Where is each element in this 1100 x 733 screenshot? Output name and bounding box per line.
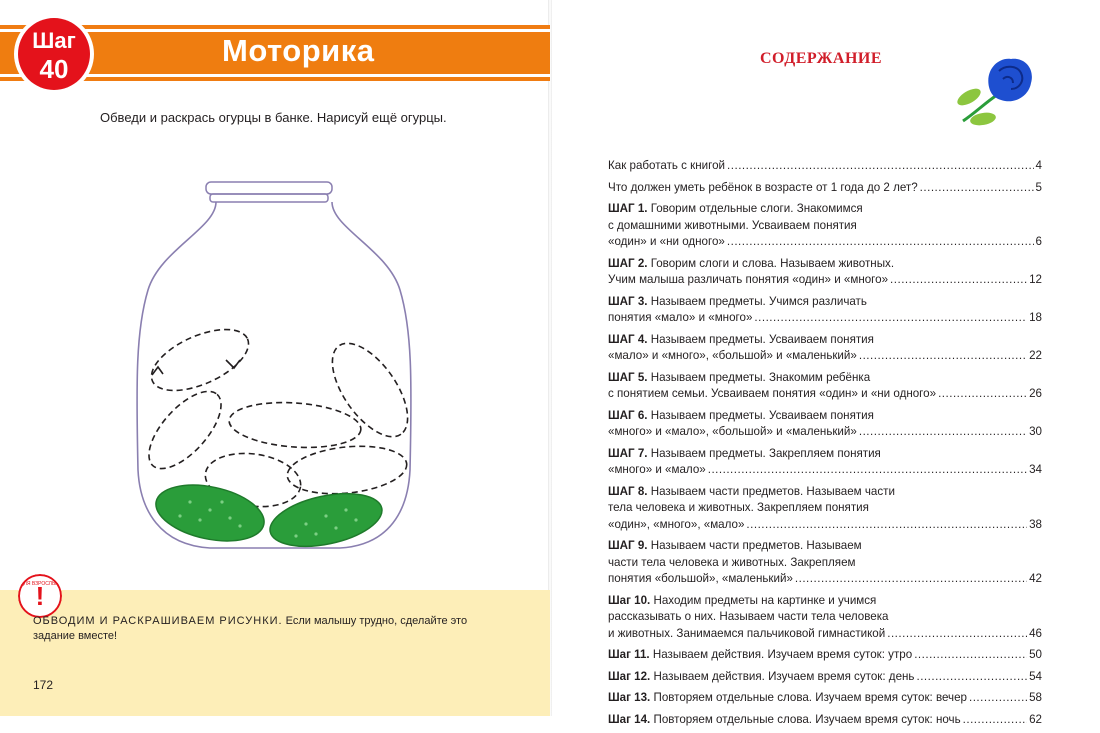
adult-note-caps: ОБВОДИМ И РАСКРАШИВАЕМ РИСУНКИ.	[33, 615, 283, 627]
dashed-cucumber	[143, 317, 258, 403]
toc-entry-text: Шаг 13. Повторяем отдельные слова. Изучаем время суток: вечер	[608, 691, 967, 704]
step-badge	[14, 14, 94, 94]
toc-page-number: 6	[1035, 235, 1042, 248]
green-cucumber	[265, 485, 386, 550]
toc-step-label: ШАГ 8.	[608, 484, 648, 498]
toc-entry-text: «один» и «ни одного»	[608, 235, 725, 248]
for-adults-badge	[18, 574, 62, 618]
toc-entry-text: «мало» и «много», «большой» и «маленький»	[608, 349, 857, 362]
blue-flower-icon	[955, 55, 1035, 127]
toc-leader-dots	[708, 462, 1027, 479]
toc-entry-text: Шаг 12. Называем действия. Изучаем время суток: день	[608, 669, 915, 683]
toc-entry[interactable]	[608, 408, 1042, 441]
page-title: Моторика	[222, 33, 375, 68]
toc-entry[interactable]	[608, 538, 1042, 588]
toc-page-number: 62	[1029, 712, 1042, 726]
dashed-cucumber	[318, 331, 420, 449]
toc-entry[interactable]	[608, 158, 1042, 175]
toc-entry-text: Шаг 10. Находим предметы на картинке и учимся	[608, 593, 877, 607]
toc-entry-text: Что должен уметь ребёнок в возрасте от 1 года до 2 лет?	[608, 180, 918, 194]
toc-entry[interactable]	[608, 593, 1042, 643]
toc-entry-text: ШАГ 6. Называем предметы. Усваиваем понятия	[608, 408, 874, 422]
toc-step-label: Шаг 14.	[608, 712, 651, 726]
toc-page-number: 4	[1035, 159, 1042, 172]
toc-leader-dots	[727, 234, 1034, 251]
toc-entry-text: ШАГ 7. Называем предметы. Закрепляем понятия	[608, 446, 881, 460]
toc-entry[interactable]	[608, 712, 1042, 729]
toc-entry[interactable]	[608, 294, 1042, 327]
toc-entry[interactable]	[608, 180, 1042, 197]
toc-page-number: 50	[1029, 648, 1042, 661]
toc-step-label: ШАГ 1.	[608, 202, 648, 215]
table-of-contents	[608, 158, 1042, 733]
toc-leader-dots	[914, 647, 1027, 664]
toc-page-number: 54	[1029, 669, 1042, 683]
toc-entry-text: части тела человека и животных. Закрепляем	[608, 555, 856, 569]
toc-entry-text: ШАГ 2. Говорим слоги и слова. Называем животных.	[608, 256, 895, 270]
toc-leader-dots	[963, 712, 1027, 729]
toc-page-number: 30	[1029, 425, 1042, 438]
toc-entry-text: Шаг 11. Называем действия. Изучаем время суток: утро	[608, 648, 913, 661]
toc-step-label: ШАГ 6.	[608, 408, 648, 422]
toc-page-number: 46	[1029, 626, 1042, 640]
toc-step-label: ШАГ 2.	[608, 256, 648, 270]
toc-leader-dots	[890, 272, 1027, 289]
toc-page-number: 12	[1029, 273, 1042, 286]
adult-note-text	[33, 614, 503, 644]
toc-entry-text: понятия «большой», «маленький»	[608, 572, 793, 585]
dashed-cucumber	[137, 380, 234, 481]
toc-step-label: ШАГ 7.	[608, 446, 648, 460]
toc-leader-dots	[727, 158, 1034, 175]
adult-badge-label: ДЛЯ ВЗРОСЛЫХ	[20, 581, 60, 587]
toc-leader-dots	[887, 626, 1027, 643]
toc-step-label: ШАГ 9.	[608, 539, 648, 552]
toc-entry-text: Как работать с книгой	[608, 159, 726, 172]
step-word: Шаг	[32, 28, 76, 53]
toc-entry-text: «много» и «мало», «большой» и «маленький»	[608, 425, 857, 438]
toc-entry-text: ШАГ 4. Называем предметы. Усваиваем понятия	[608, 332, 874, 346]
toc-entry[interactable]	[608, 201, 1042, 251]
toc-entry-text: и животных. Занимаемся пальчиковой гимнастикой	[608, 626, 886, 640]
toc-entry-text: рассказывать о них. Называем части тела человека	[608, 610, 889, 623]
toc-entry-text: Учим малыша различать понятия «один» и «много»	[608, 273, 889, 286]
toc-entry-text: Шаг 14. Повторяем отдельные слова. Изучаем время суток: ночь	[608, 712, 961, 726]
toc-page-number: 22	[1029, 349, 1042, 362]
toc-step-label: Шаг 11.	[608, 648, 650, 661]
page-number: 172	[33, 678, 54, 692]
toc-entry[interactable]	[608, 484, 1042, 534]
toc-page-number: 26	[1029, 387, 1042, 400]
exclamation-icon: !	[35, 581, 45, 611]
toc-page-number: 34	[1029, 463, 1042, 476]
toc-entry-text: «много» и «мало»	[608, 463, 706, 476]
toc-page-number: 18	[1029, 311, 1042, 324]
toc-page-number: 58	[1029, 691, 1042, 704]
task-instruction: Обведи и раскрась огурцы в банке. Нарисуй ещё огурцы.	[100, 110, 447, 125]
toc-leader-dots	[859, 424, 1027, 441]
toc-entry[interactable]	[608, 690, 1042, 707]
toc-entry-text: ШАГ 5. Называем предметы. Знакомим ребёнка	[608, 370, 871, 384]
toc-entry-text: тела человека и животных. Закрепляем понятия	[608, 501, 869, 514]
dashed-cucumber	[285, 441, 409, 499]
toc-entry-text: «один», «много», «мало»	[608, 517, 745, 531]
toc-leader-dots	[969, 690, 1027, 707]
jar-lid	[206, 182, 332, 194]
toc-leader-dots	[916, 669, 1027, 686]
toc-leader-dots	[859, 348, 1027, 365]
toc-entry[interactable]	[608, 647, 1042, 664]
dashed-cucumber	[228, 398, 363, 451]
toc-step-label: Шаг 12.	[608, 669, 651, 683]
adult-note-box	[0, 590, 550, 716]
toc-entry-text: понятия «мало» и «много»	[608, 311, 753, 324]
toc-step-label: ШАГ 3.	[608, 294, 648, 308]
toc-page-number: 42	[1029, 572, 1042, 585]
step-number: 40	[39, 54, 69, 84]
adult-note-body: Если малышу трудно, сделайте это задание вместе!	[33, 615, 468, 642]
toc-page-number: 5	[1035, 180, 1042, 194]
toc-step-label: Шаг 13.	[608, 691, 651, 704]
toc-entry-text: с понятием семьи. Усваиваем понятия «один» и «ни одного»	[608, 387, 937, 400]
toc-leader-dots	[920, 180, 1034, 197]
toc-leader-dots	[746, 517, 1027, 534]
toc-entry[interactable]	[608, 370, 1042, 403]
toc-entry[interactable]	[608, 446, 1042, 479]
toc-entry[interactable]	[608, 256, 1042, 289]
toc-page-number: 38	[1029, 517, 1042, 531]
toc-entry-text: ШАГ 9. Называем части предметов. Называем	[608, 539, 862, 552]
pickle-jar-illustration	[130, 180, 420, 550]
toc-entry[interactable]	[608, 332, 1042, 365]
toc-entry-text: ШАГ 3. Называем предметы. Учимся различать	[608, 294, 867, 308]
toc-entry-text: с домашними животными. Усваиваем понятия	[608, 218, 857, 232]
toc-entry-text: ШАГ 8. Называем части предметов. Называем части	[608, 484, 895, 498]
toc-step-label: ШАГ 5.	[608, 370, 648, 384]
toc-leader-dots	[754, 310, 1027, 327]
toc-step-label: Шаг 10.	[608, 593, 651, 607]
toc-entry[interactable]	[608, 669, 1042, 686]
toc-leader-dots	[795, 571, 1027, 588]
green-cucumber	[151, 476, 269, 550]
toc-entry-text: ШАГ 1. Говорим отдельные слоги. Знакомимся	[608, 202, 863, 215]
toc-leader-dots	[938, 386, 1027, 403]
toc-heading: СОДЕРЖАНИЕ	[760, 50, 883, 67]
toc-step-label: ШАГ 4.	[608, 332, 648, 346]
